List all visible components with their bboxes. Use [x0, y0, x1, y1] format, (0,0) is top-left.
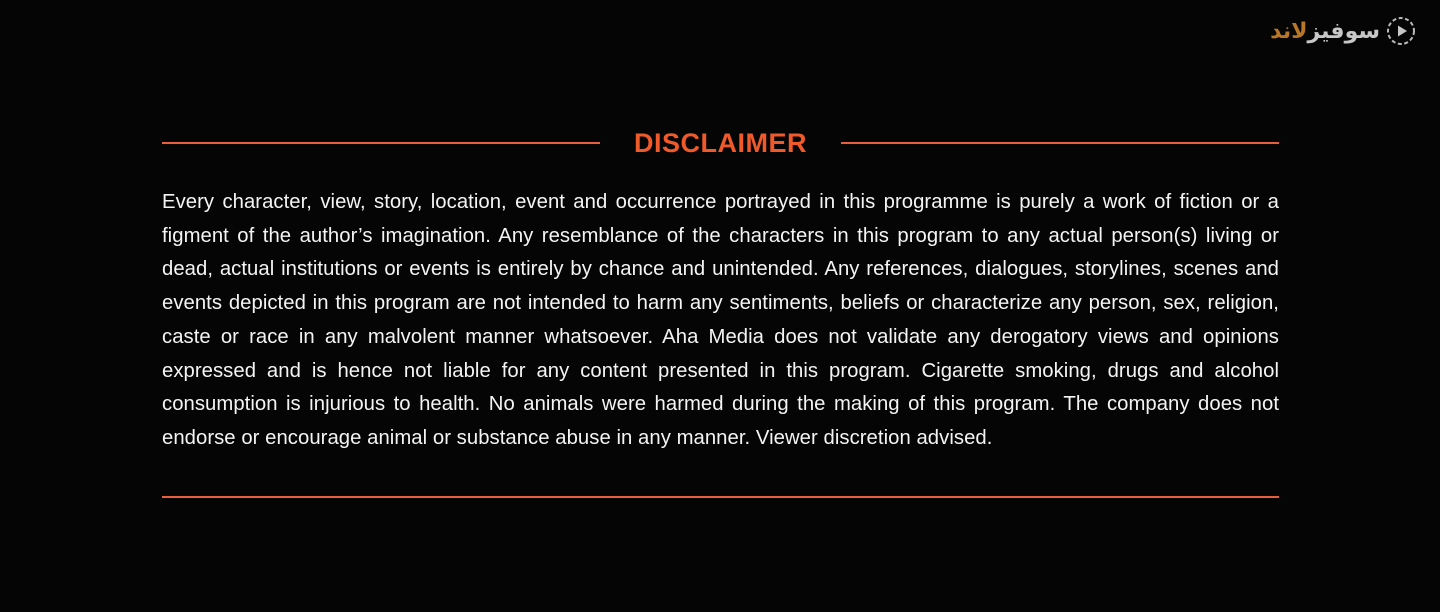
watermark-text-accent: لاند: [1270, 18, 1308, 44]
bottom-rule: [162, 496, 1279, 498]
watermark-text: [1270, 19, 1380, 44]
title-rule-left: [162, 142, 600, 144]
watermark-logo: [1270, 16, 1416, 46]
play-circle-icon: [1386, 16, 1416, 46]
disclaimer-body: Every character, view, story, location, event and occurrence portrayed in this programme is purely a work of fiction or a figment of the author’s imagination. Any resemblance of the characters in this program to any actual person(s) living or dead, actual institutions or events is entirely by chance and unintended. Any references, dialogues, storylines, scenes and events depicted in this program are not intended to harm any sentiments, beliefs or characterize any person, sex, religion, caste or race in any malvolent manner whatsoever. Aha Media does not validate any derogatory views and opinions expressed and is hence not liable for any content presented in this program. Cigarette smoking, drugs and alcohol consumption is injurious to health. No animals were harmed during the making of this program. The company does not endorse or encourage animal or substance abuse in any manner. Viewer discretion advised.: [162, 191, 1279, 449]
disclaimer-panel: [162, 120, 1279, 498]
title-rule-right: [841, 142, 1279, 144]
watermark-text-primary: سوفیز: [1307, 18, 1380, 44]
disclaimer-title: DISCLAIMER: [634, 127, 807, 158]
disclaimer-header: [162, 120, 1279, 166]
